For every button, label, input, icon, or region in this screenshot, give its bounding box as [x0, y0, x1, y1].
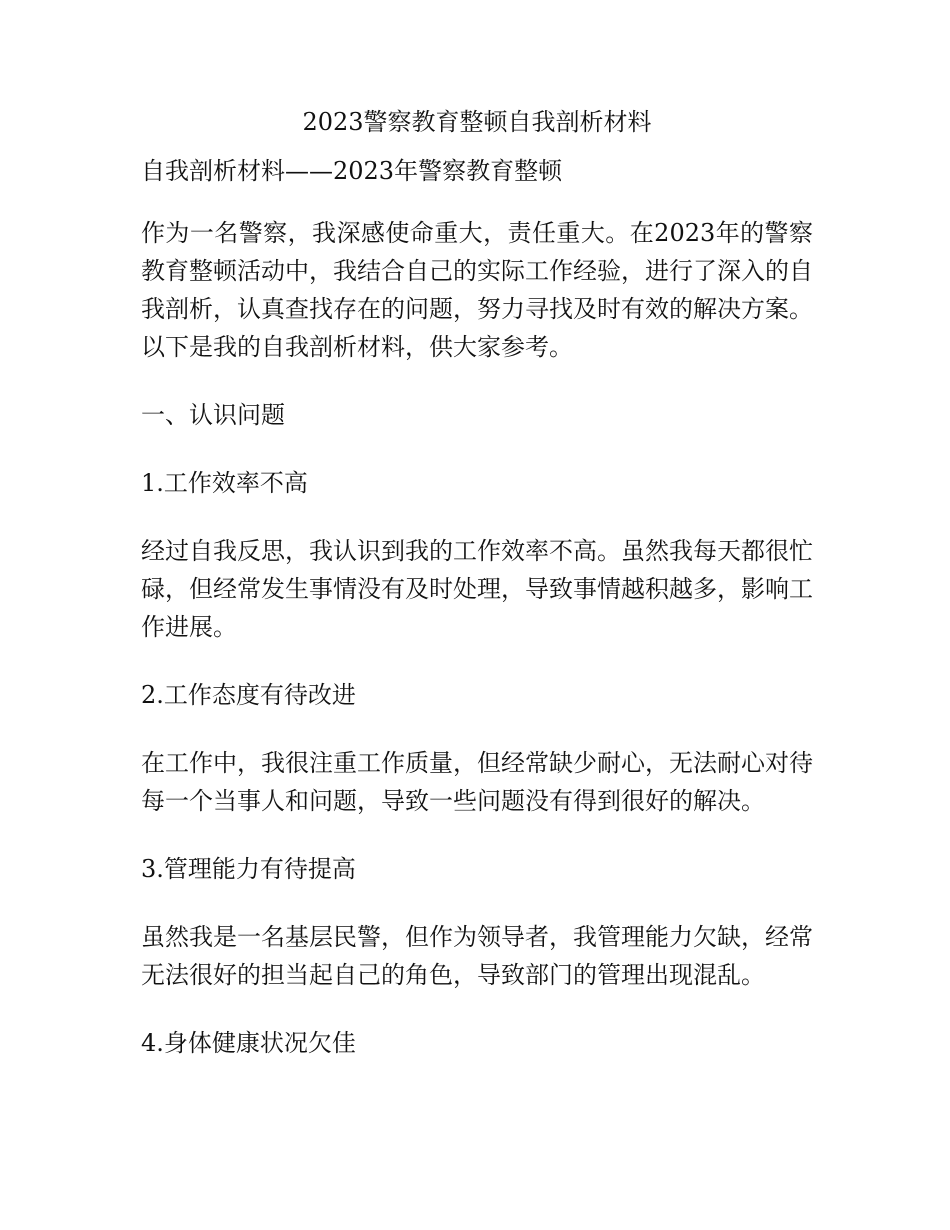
item-body-1: 经过自我反思，我认识到我的工作效率不高。虽然我每天都很忙碌，但经常发生事情没有及时处理，导致事情越积越多，影响工作进展。 — [141, 537, 813, 641]
document-body — [141, 100, 813, 1092]
item-heading-1: 1.工作效率不高 — [141, 469, 308, 497]
item-body-3: 虽然我是一名基层民警，但作为领导者，我管理能力欠缺，经常无法很好的担当起自己的角色，导致部门的管理出现混乱。 — [141, 923, 813, 989]
item-heading-4: 4.身体健康状况欠佳 — [141, 1029, 356, 1057]
document-title: 2023警察教育整顿自我剖析材料 — [302, 108, 652, 136]
document-subtitle: 自我剖析材料——2023年警察教育整顿 — [141, 157, 563, 185]
intro-paragraph: 作为一名警察，我深感使命重大，责任重大。在2023年的警察教育整顿活动中，我结合自己的实际工作经验，进行了深入的自我剖析，认真查找存在的问题，努力寻找及时有效的解决方案。以下是我的自我剖析材料，供大家参考。 — [141, 219, 813, 361]
item-body-2: 在工作中，我很注重工作质量，但经常缺少耐心，无法耐心对待每一个当事人和问题，导致一些问题没有得到很好的解决。 — [141, 749, 813, 815]
item-heading-3: 3.管理能力有待提高 — [141, 855, 356, 883]
item-heading-2: 2.工作态度有待改进 — [141, 681, 356, 709]
section-heading-recognize-problems: 一、认识问题 — [141, 401, 285, 429]
